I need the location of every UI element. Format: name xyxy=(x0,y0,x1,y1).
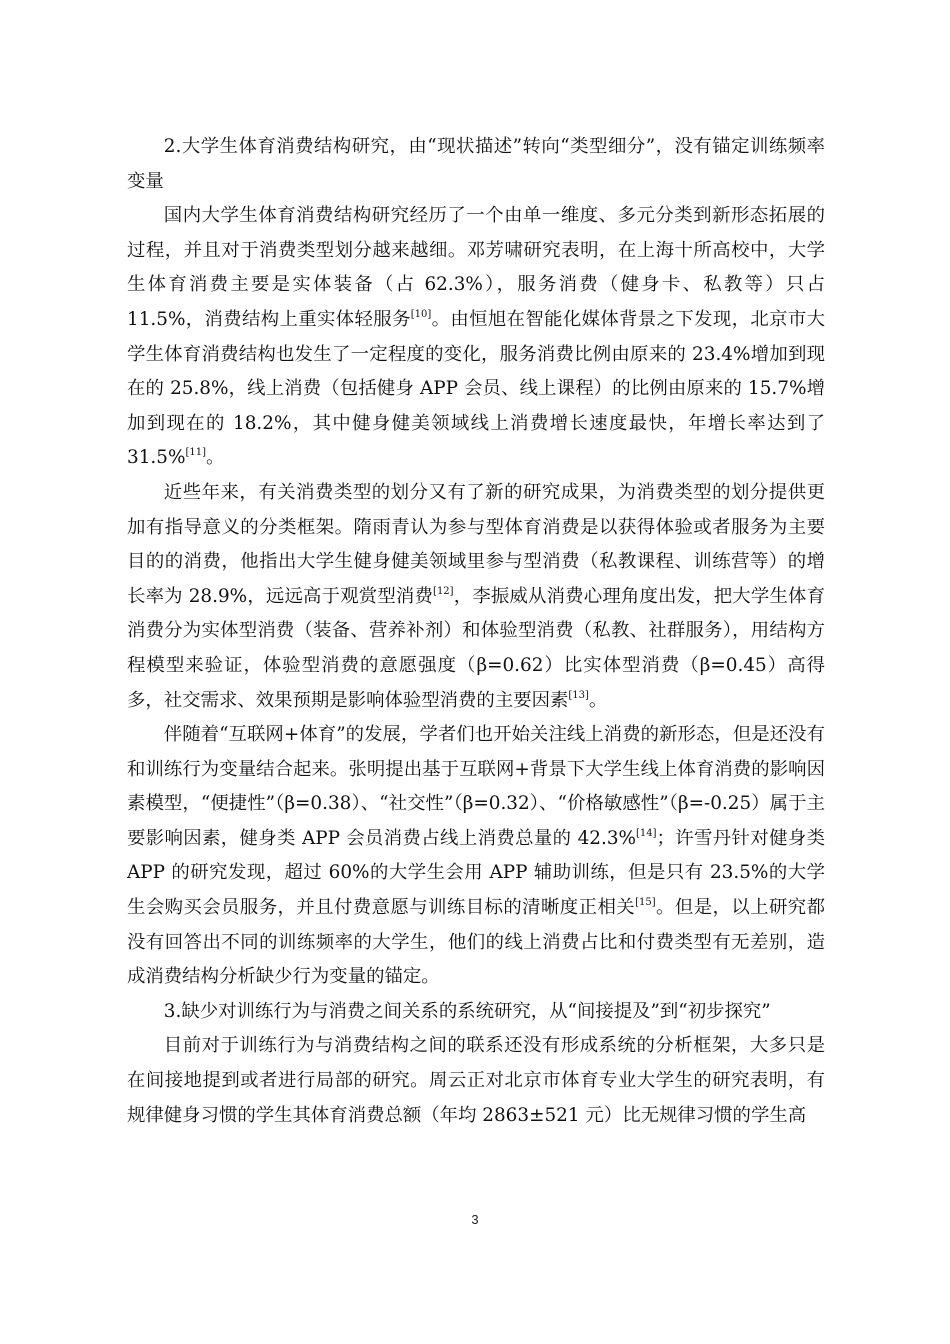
paragraph-training-behavior: 目前对于训练行为与消费结构之间的联系还没有形成系统的分析框架，大多只是在间接地提到或者进行局部的研究。周云正对北京市体育专业大学生的研究表明，有规律健身习惯的学生其体育消费总额（年均 2863±521 元）比无规律习惯的学生高 xyxy=(127,1035,825,1126)
paragraph-consumption-types xyxy=(127,476,825,718)
paragraph-text: 国内大学生体育消费结构研究经历了一个由单一维度、多元分类到新形态拓展的过程，并且对于消费类型划分越来越细。邓芳啸研究表明，在上海十所高校中，大学生体育消费主要是实体装备（占 62.3%），服务消费（健身卡、私教等）只占 11.5%，消费结构上重实体轻服务 xyxy=(127,205,825,330)
page-number: 3 xyxy=(471,1212,479,1227)
paragraph-consumption-structure xyxy=(127,199,825,476)
citation-13: [13] xyxy=(568,689,589,701)
paragraph-text: 。但是，以上研究都没有回答出不同的训练频率的大学生，他们的线上消费占比和付费类型有无差别，造成消费结构分析缺少行为变量的锚定。 xyxy=(127,897,825,988)
section-heading-2: 2.大学生体育消费结构研究，由“现状描述”转向“类型细分”，没有锚定训练频率变量 xyxy=(127,136,825,192)
citation-12: [12] xyxy=(433,585,454,597)
citation-11: [11] xyxy=(185,447,206,459)
paragraph-text: ，李振威从消费心理角度出发，把大学生体育消费分为实体型消费（装备、营养补剂）和体验型消费（私教、社群服务），用结构方程模型来验证，体验型消费的意愿强度（β=0.62）比实体型消费（β=0.45）高得多，社交需求、效果预期是影响体验型消费的主要因素 xyxy=(127,585,825,711)
paragraph-online-consumption xyxy=(127,718,825,995)
paragraph-text: 。 xyxy=(588,689,608,711)
paragraph-text: 近些年来，有关消费类型的划分又有了新的研究成果，为消费类型的划分提供更加有指导意义的分类框架。隋雨青认为参与型体育消费是以获得体验或者服务为主要目的的消费，他指出大学生健身健美领域里参与型消费（私教课程、训练营等）的增长率为 28.9%，远远高于观赏型消费 xyxy=(127,481,825,607)
citation-14: [14] xyxy=(636,827,657,839)
body-text xyxy=(127,130,825,1133)
paragraph-text: 伴随着“互联网+体育”的发展，学者们也开始关注线上消费的新形态，但是还没有和训练行为变量结合起来。张明提出基于互联网+背景下大学生线上体育消费的影响因素模型，“便捷性”（β=0.38）、“社交性”（β=0.32）、“价格敏感性”（β=-0.25）属于主要影响因素，健身类 APP 会员消费占线上消费总量的 42.3% xyxy=(127,724,825,849)
paragraph-text: 。 xyxy=(205,447,225,469)
citation-10: [10] xyxy=(410,308,432,320)
paragraph-text: ；许雪丹针对健身类 APP 的研究发现，超过 60%的大学生会用 APP 辅助训练，但是只有 23.5%的大学生会购买会员服务，并且付费意愿与训练目标的清晰度正相关 xyxy=(127,827,825,919)
citation-15: [15] xyxy=(635,897,656,909)
paragraph-text: 。由恒旭在智能化媒体背景之下发现，北京市大学生体育消费结构也发生了一定程度的变化，服务消费比例由原来的 23.4%增加到现在的 25.8%，线上消费（包括健身 APP 会员、线上课程）的比例由原来的 15.7%增加到现在的 18.2%，其中健身健美领域线上消费增长速度最快，年增长率达到了 31.5% xyxy=(127,308,825,469)
section-heading-3: 3.缺少对训练行为与消费之间关系的系统研究，从“间接提及”到“初步探究” xyxy=(163,1000,771,1022)
